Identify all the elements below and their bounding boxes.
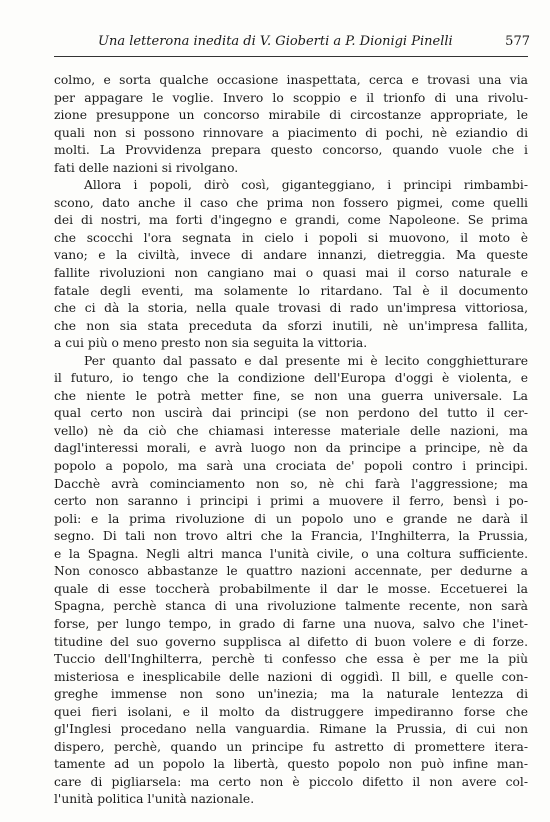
text-line: scono, dato anche il caso che prima non fossero pigmei, come quelli: [54, 195, 528, 210]
text-line: forse, per lungo tempo, in grado di farne una nuova, salvo che l'inet-: [54, 616, 528, 631]
text-line: Dacchè avrà cominciamento non so, nè chi farà l'aggressione; ma: [54, 476, 528, 491]
text-line: tamente ad un popolo la libertà, questo popolo non può infine man-: [54, 757, 528, 772]
text-line: Spagna, perchè stanca di una rivoluzione talmente recente, non sarà: [54, 599, 528, 614]
text-line: titudine del suo governo supplisca al difetto di buon volere e di forze.: [54, 634, 528, 649]
text-line: gl'Inglesi procedano nella vanguardia. Rimane la Prussia, di cui non: [54, 722, 528, 737]
text-line: Allora i popoli, dirò così, giganteggiano, i principi rimbambi-: [84, 178, 528, 193]
text-line: il futuro, io tengo che la condizione dell'Europa d'oggi è violenta, e: [54, 371, 528, 386]
text-line: segno. Di tali non trovo altri che la Francia, l'Inghilterra, la Prussia,: [54, 529, 528, 544]
text-line: fati delle nazioni si rivolgano.: [54, 160, 239, 175]
text-line: quei fieri isolani, e il molto da distruggere impediranno forse che: [54, 704, 528, 719]
header-rule: [54, 56, 528, 57]
text-line: Per quanto dal passato e dal presente mi è lecito congghietturare: [84, 353, 528, 368]
text-line: dagl'interessi morali, e avrà luogo non da principe a principe, nè da: [54, 441, 528, 456]
text-line: fatale degli eventi, ma solamente lo ritardano. Tal è il documento: [54, 283, 528, 298]
text-line: molti. La Provvidenza prepara questo concorso, quando vuole che i: [54, 143, 528, 158]
text-line: per appagare le voglie. Invero lo scoppio e il trionfo di una rivolu-: [54, 90, 528, 105]
text-line: colmo, e sorta qualche occasione inaspettata, cerca e trovasi una via: [54, 73, 528, 87]
text-line: care di pigliarsela: ma certo non è piccolo difetto il non avere col-: [54, 774, 528, 789]
text-line: dispero, perchè, quando un principe fu astretto di promettere itera-: [54, 739, 528, 754]
text-line: greghe immense non sono un'inezia; ma la naturale lentezza di: [54, 687, 528, 702]
text-line: e la Spagna. Negli altri manca l'unità civile, o una coltura sufficiente.: [54, 546, 528, 561]
text-line: quale di esse toccherà probabilmente il dar le mosse. Eccetuerei la: [54, 581, 528, 596]
text-line: misteriosa e inesplicabile delle nazioni di oggidì. Il bill, e quelle con-: [54, 669, 528, 684]
text-line: che niente le potrà metter fine, se non una guerra universale. La: [54, 388, 528, 403]
text-line: popolo a popolo, ma sarà una crociata de' popoli contro i principi.: [54, 459, 528, 474]
text-line: quali non si possono rinnovare a piacimento di pochi, nè eziandio di: [54, 125, 528, 140]
text-line: a cui più o meno presto non sia seguita la vittoria.: [54, 336, 368, 351]
text-line: che non sia stata preceduta da sforzi inutili, nè un'impresa fallita,: [54, 318, 528, 333]
text-line: vello) nè da ciò che chiamasi interesse materiale delle nazioni, ma: [54, 423, 528, 438]
running-header: [98, 34, 530, 49]
text-line: Non conosco abbastanze le quattro nazioni accennate, per dedurne a: [54, 564, 528, 579]
text-line: che ci dà la storia, nella quale trovasi di rado un'impresa vittoriosa,: [54, 301, 528, 316]
text-line: dei di nostri, ma forti d'ingegno e grandi, come Napoleone. Se prima: [54, 213, 528, 228]
text-line: Tuccio dell'Inghilterra, perchè ti confesso che essa è per me la più: [54, 652, 528, 667]
text-line: che scocchi l'ora segnata in cielo i popoli si muovono, il moto è: [54, 230, 528, 245]
text-line: poli: e la prima rivoluzione di un popolo uno e grande ne darà il: [54, 511, 528, 526]
running-title: Una letterona inedita di V. Gioberti a P. Dionigi Pinelli: [98, 34, 453, 49]
page-number: 577: [505, 34, 530, 49]
text-line: l'unità politica l'unità nazionale.: [54, 792, 255, 807]
text-line: fallite rivoluzioni non cangiano mai o quasi mai il corso naturale e: [54, 266, 528, 281]
text-line: certo non saranno i principi i primi a muovere il ferro, bensì i po-: [54, 494, 528, 509]
text-line: qual certo non uscirà dai principi (se non perdono del tutto il cer-: [54, 406, 528, 421]
body-text: [54, 72, 528, 809]
text-line: vano; e la civiltà, invece di andare innanzi, dietreggia. Ma queste: [54, 248, 528, 263]
text-line: zione presuppone un concorso mirabile di circostanze appropriate, le: [54, 108, 528, 123]
